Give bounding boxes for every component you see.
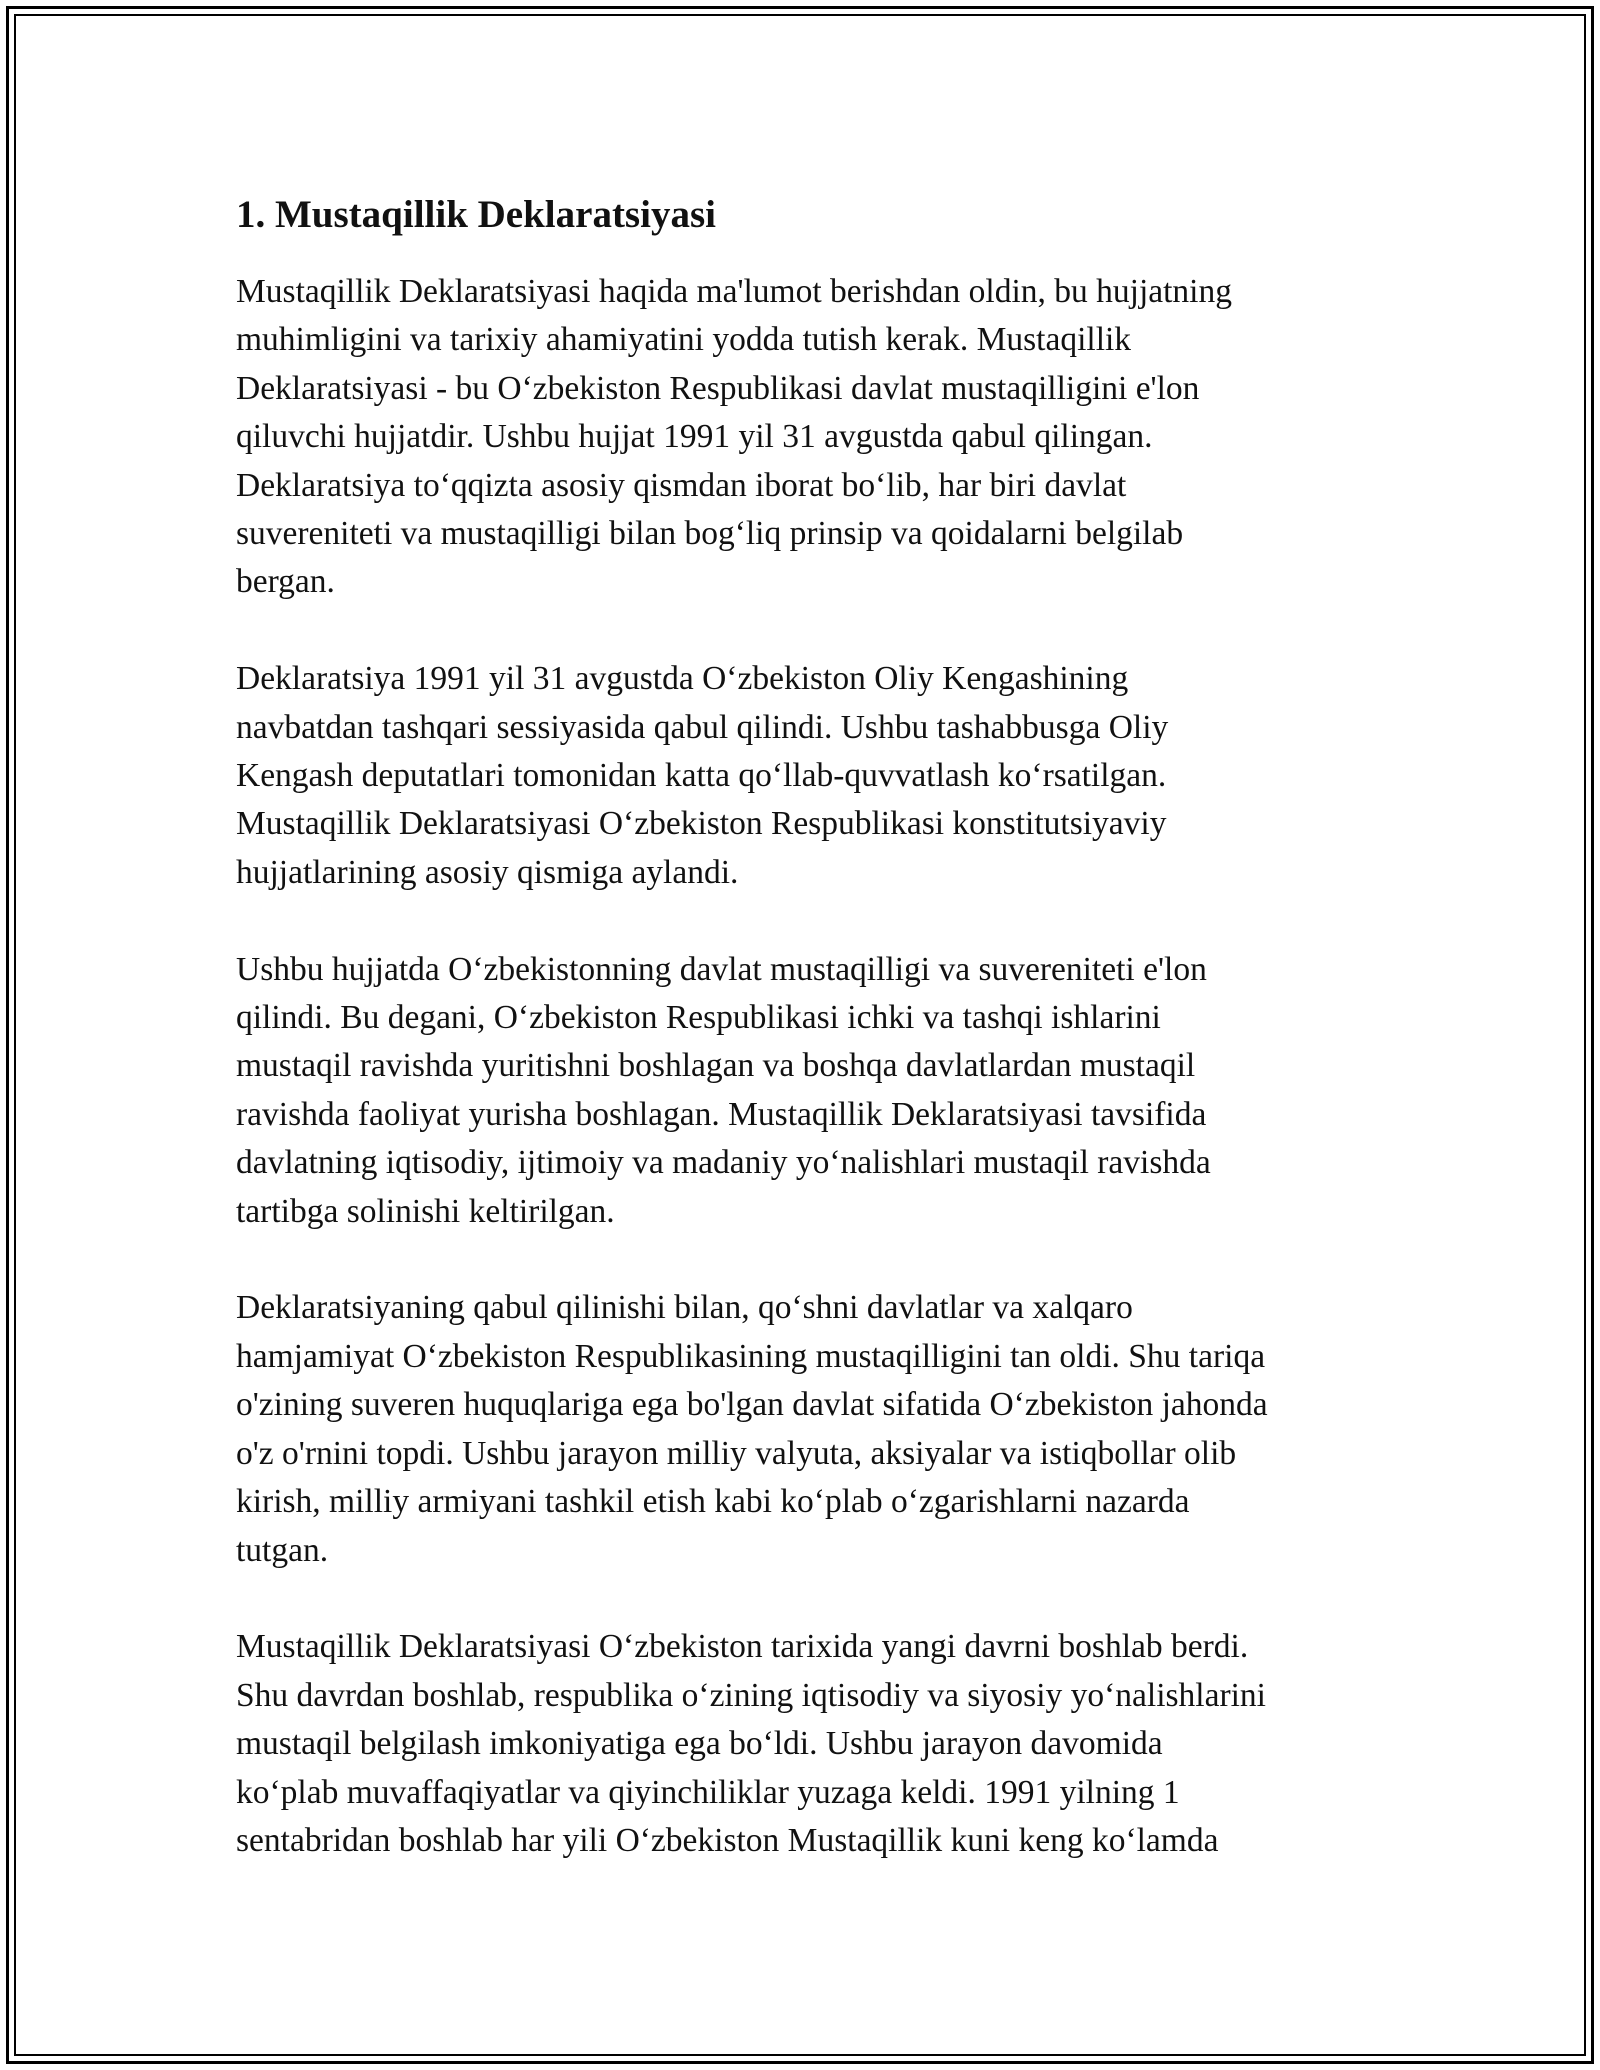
text-line: sentabridan boshlab har yili O‘zbekiston Mustaqillik kuni keng ko‘lamda xyxy=(236,1821,1219,1859)
text-line: kirish, milliy armiyani tashkil etish kabi ko‘plab o‘zgarishlarni nazarda xyxy=(236,1483,1190,1521)
paragraph xyxy=(236,1623,1386,1865)
text-line: muhimligini va tarixiy ahamiyatini yodda tutish kerak. Mustaqillik xyxy=(236,321,1132,359)
section-heading: 1. Mustaqillik Deklaratsiyasi xyxy=(236,193,716,236)
paragraph xyxy=(236,1284,1386,1574)
text-line: Shu davrdan boshlab, respublika o‘zining iqtisodiy va siyosiy yo‘nalishlarini xyxy=(236,1676,1266,1714)
text-line: tutgan. xyxy=(236,1531,329,1569)
text-line: Kengash deputatlari tomonidan katta qo‘llab-quvvatlash ko‘rsatilgan. xyxy=(236,757,1167,795)
paragraph xyxy=(236,655,1386,897)
document-body xyxy=(236,188,1386,1865)
text-line: tartibga solinishi keltirilgan. xyxy=(236,1192,615,1230)
text-line: Mustaqillik Deklaratsiyasi O‘zbekiston Respublikasi konstitutsiyaviy xyxy=(236,805,1167,843)
text-line: Mustaqillik Deklaratsiyasi haqida ma'lumot berishdan oldin, bu hujjatning xyxy=(236,273,1232,310)
paragraph xyxy=(236,268,1386,607)
text-line: Deklaratsiyasi - bu O‘zbekiston Respublikasi davlat mustaqilligini e'lon xyxy=(236,369,1200,407)
text-line: davlatning iqtisodiy, ijtimoiy va madaniy yo‘nalishlari mustaqil ravishda xyxy=(236,1144,1211,1182)
text-line: qilindi. Bu degani, O‘zbekiston Respublikasi ichki va tashqi ishlarini xyxy=(236,999,1161,1037)
text-line: qiluvchi hujjatdir. Ushbu hujjat 1991 yil 31 avgustda qabul qilingan. xyxy=(236,418,1153,456)
text-line: Deklaratsiya 1991 yil 31 avgustda O‘zbekiston Oliy Kengashining xyxy=(236,660,1129,698)
text-line: ko‘plab muvaffaqiyatlar va qiyinchiliklar yuzaga keldi. 1991 yilning 1 xyxy=(236,1773,1180,1811)
text-line: hamjamiyat O‘zbekiston Respublikasining mustaqilligini tan oldi. Shu tariqa xyxy=(236,1337,1266,1375)
text-line: Mustaqillik Deklaratsiyasi O‘zbekiston tarixida yangi davrni boshlab berdi. xyxy=(236,1628,1249,1666)
text-line: o'zining suveren huquqlariga ega bo'lgan davlat sifatida O‘zbekiston jahonda xyxy=(236,1386,1268,1424)
text-line: navbatdan tashqari sessiyasida qabul qilindi. Ushbu tashabbusga Oliy xyxy=(236,708,1169,746)
text-line: bergan. xyxy=(236,563,335,601)
paragraph-list xyxy=(236,268,1386,1865)
text-line: mustaqil belgilash imkoniyatiga ega bo‘ldi. Ushbu jarayon davomida xyxy=(236,1725,1163,1763)
text-line: ravishda faoliyat yurisha boshlagan. Mustaqillik Deklaratsiyasi tavsifida xyxy=(236,1095,1207,1133)
text-line: suvereniteti va mustaqilligi bilan bog‘liq prinsip va qoidalarni belgilab xyxy=(236,515,1184,553)
text-line: hujjatlarining asosiy qismiga aylandi. xyxy=(236,853,739,891)
text-line: Deklaratsiya to‘qqizta asosiy qismdan iborat bo‘lib, har biri davlat xyxy=(236,466,1127,504)
text-line: Deklaratsiyaning qabul qilinishi bilan, qo‘shni davlatlar va xalqaro xyxy=(236,1289,1133,1327)
text-line: Ushbu hujjatda O‘zbekistonning davlat mustaqilligi va suvereniteti e'lon xyxy=(236,950,1207,988)
text-line: mustaqil ravishda yuritishni boshlagan va boshqa davlatlardan mustaqil xyxy=(236,1047,1196,1085)
paragraph xyxy=(236,946,1386,1236)
text-line: o'z o'rnini topdi. Ushbu jarayon milliy valyuta, aksiyalar va istiqbollar olib xyxy=(236,1434,1237,1472)
